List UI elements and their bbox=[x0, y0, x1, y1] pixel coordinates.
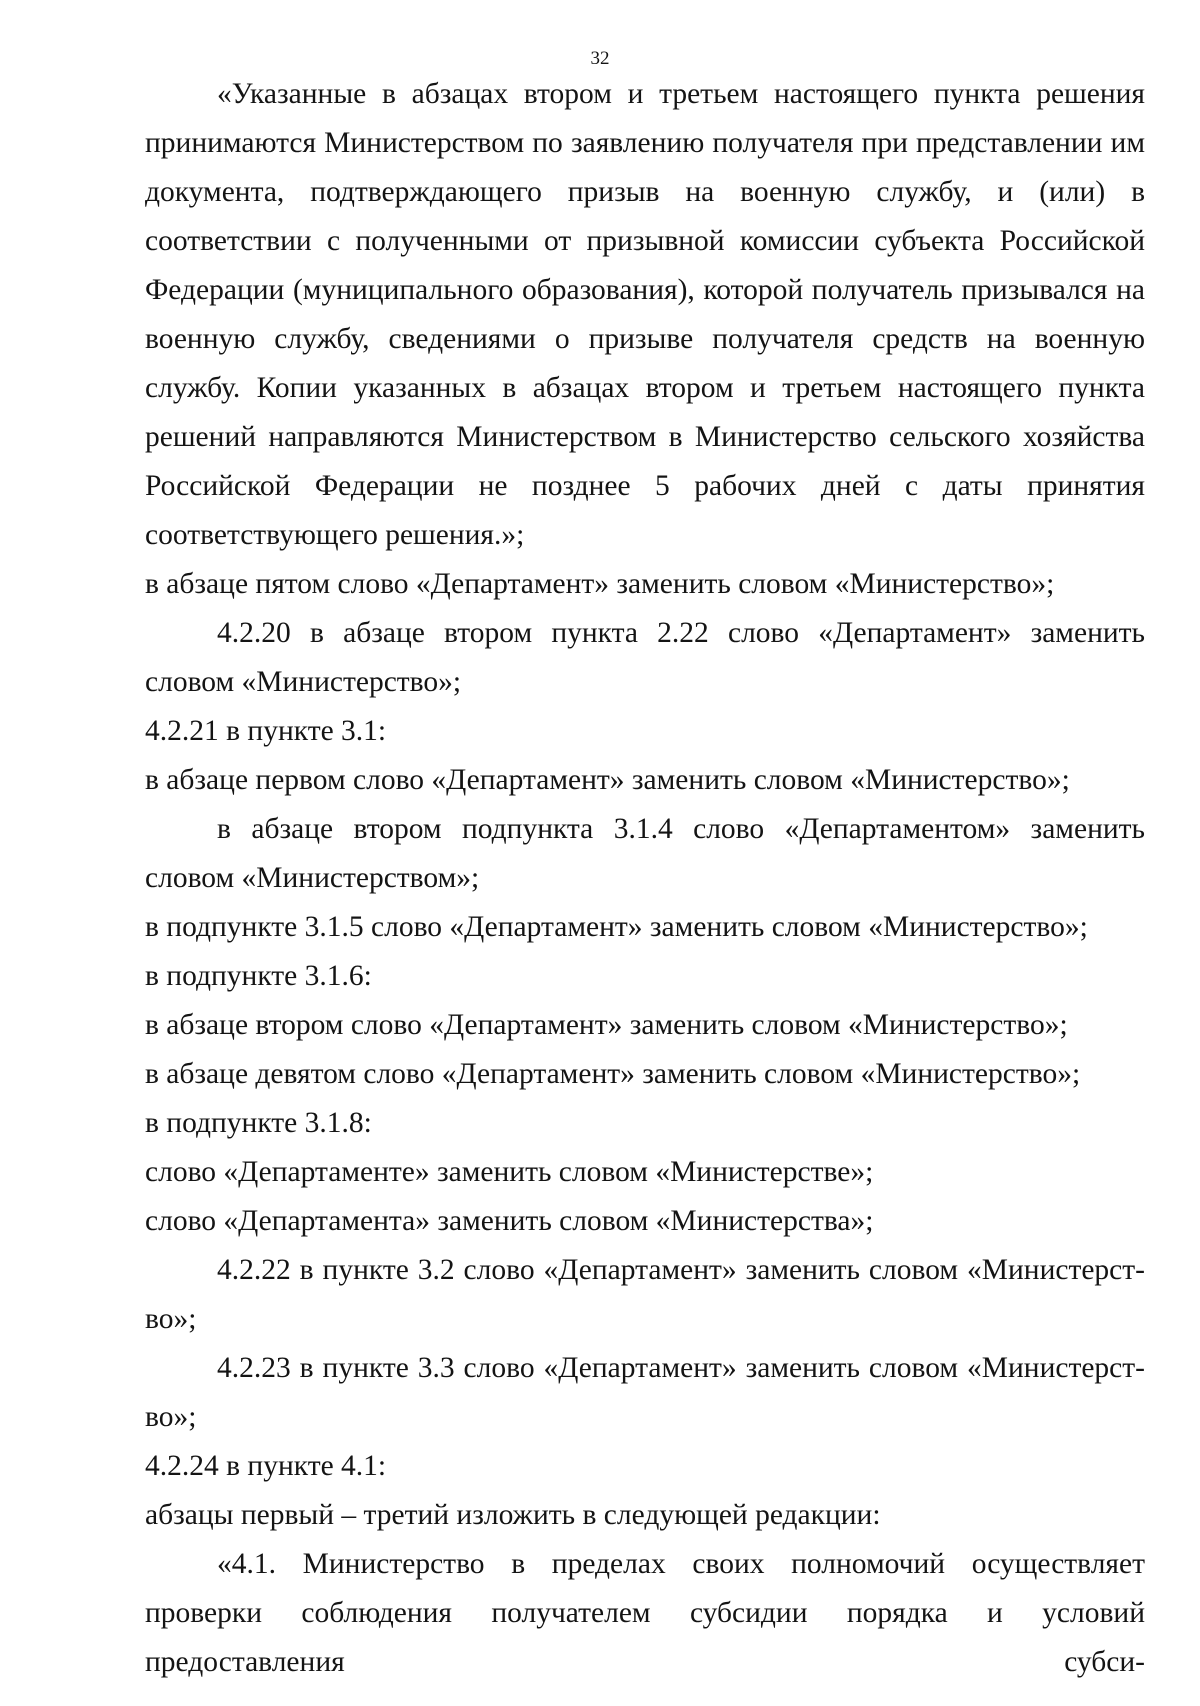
paragraph-subpoint-3-1-8: в подпункте 3.1.8: bbox=[145, 1107, 372, 1139]
paragraph-4-2-22-tail: во»; bbox=[145, 1303, 197, 1335]
paragraph-4-2-22-line: 4.2.22 в пункте 3.2 слово «Департамент» заменить словом «Министерст- bbox=[217, 1254, 1145, 1286]
paragraph-ninth-abzac-replacement: в абзаце девятом слово «Департамент» заменить словом «Министерство»; bbox=[145, 1058, 1081, 1090]
paragraph-4-2-23-line: 4.2.23 в пункте 3.3 слово «Департамент» заменить словом «Министерст- bbox=[217, 1352, 1145, 1384]
paragraph-departamenta-replacement: слово «Департамента» заменить словом «Министерства»; bbox=[145, 1205, 874, 1237]
paragraph-4-2-23-tail: во»; bbox=[145, 1401, 197, 1433]
paragraph-subpoint-3-1-5: в подпункте 3.1.5 слово «Департамент» заменить словом «Министерство»; bbox=[145, 911, 1088, 943]
paragraph-4-2-20: 4.2.20 в абзаце втором пункта 2.22 слово «Департамент» заменить словом «Министерство»; bbox=[145, 617, 1145, 698]
paragraph-4-2-21: 4.2.21 в пункте 3.1: bbox=[145, 715, 387, 747]
paragraph-decision-procedure: «Указанные в абзацах втором и третьем настоящего пункта решения принимаются Министерством по заявлению получателя при представлении им документа, подтверждающего призыв на военную службу, и (или) в соответствии с полученными от призывной комиссии субъекта Российской Федерации (муниципального образования), которой получатель призывался на военную службу, сведениями о призыве получателя средств на военную службу. Копии указанных в абзацах втором и третьем настоящего пункта решений направляются Министерством в Министерство сельского хозяйства Российской Федерации не позднее 5 рабочих дней с даты принятия соответствующего решения.»; bbox=[145, 78, 1145, 551]
paragraph-4-2-24: 4.2.24 в пункте 4.1: bbox=[145, 1450, 387, 1482]
document-body bbox=[145, 70, 1145, 1687]
paragraph-abzacy-first-third: абзацы первый – третий изложить в следующей редакции: bbox=[145, 1499, 881, 1531]
page-number: 32 bbox=[590, 48, 610, 69]
paragraph-first-abzac-replacement: в абзаце первом слово «Департамент» заменить словом «Министерство»; bbox=[145, 764, 1070, 796]
paragraph-fifth-abzac-replacement: в абзаце пятом слово «Департамент» заменить словом «Министерство»; bbox=[145, 568, 1055, 600]
paragraph-subpoint-3-1-6: в подпункте 3.1.6: bbox=[145, 960, 372, 992]
paragraph-4-1-new-text: «4.1. Министерство в пределах своих полномочий осуществляет проверки соблюдения получателем субсидии порядка и условий предоставления субси- bbox=[145, 1548, 1145, 1678]
paragraph-second-abzac-replacement: в абзаце втором слово «Департамент» заменить словом «Министерство»; bbox=[145, 1009, 1068, 1041]
paragraph-subpoint-3-1-4: в абзаце втором подпункта 3.1.4 слово «Департаментом» заменить словом «Министерством»; bbox=[145, 813, 1145, 894]
paragraph-departamente-replacement: слово «Департаменте» заменить словом «Министерстве»; bbox=[145, 1156, 874, 1188]
